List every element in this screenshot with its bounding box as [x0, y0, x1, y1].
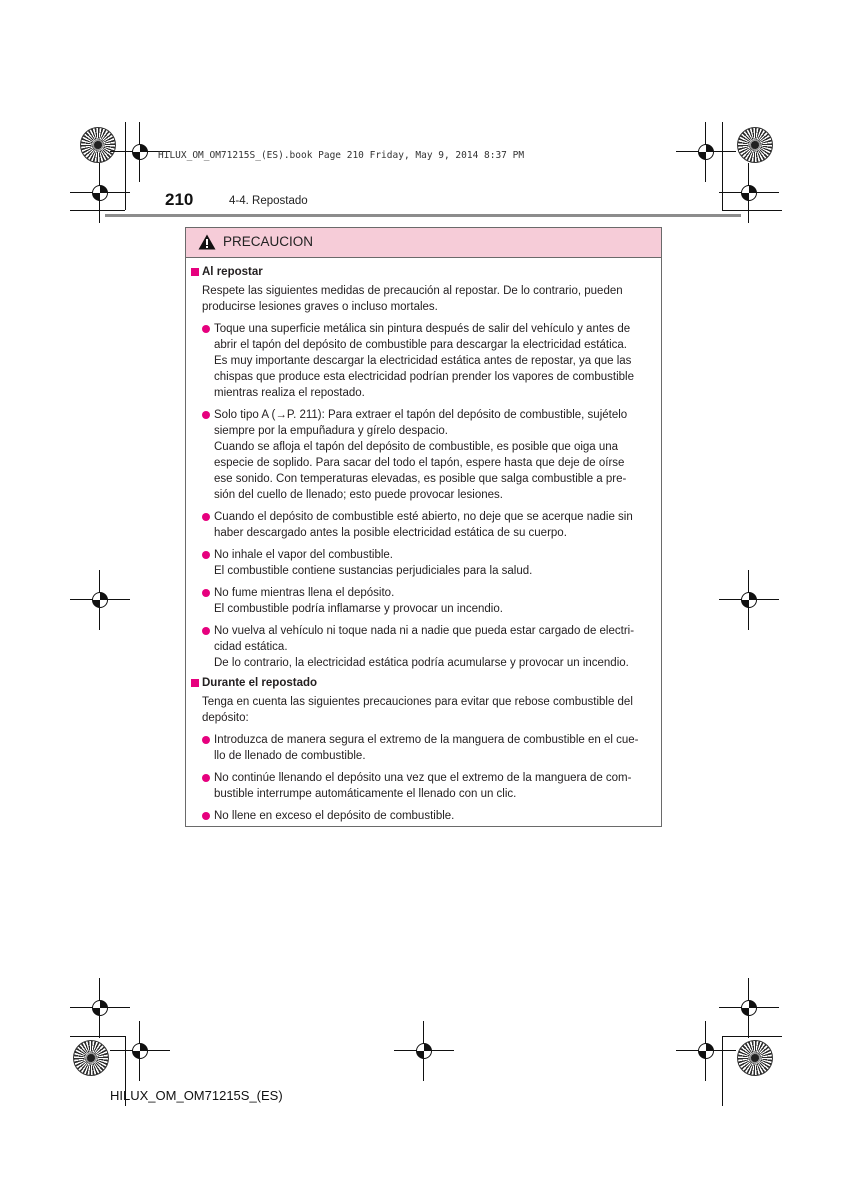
- bullet-line: No fume mientras llena el depósito.: [214, 587, 395, 599]
- trim-line: [722, 122, 723, 210]
- bullet-line: Toque una superficie metálica sin pintura después de salir del vehículo y antes de: [214, 323, 631, 335]
- bullet-line: No llene en exceso el depósito de combustible.: [214, 810, 455, 822]
- registration-rosette-top-right: [737, 127, 773, 163]
- round-bullet-icon: [202, 325, 210, 333]
- page-number: 210: [165, 190, 194, 209]
- caution-title: PRECAUCION: [223, 234, 314, 249]
- caution-bullet: [186, 732, 663, 764]
- round-bullet-icon: [202, 627, 210, 635]
- intro-line: depósito:: [202, 712, 249, 724]
- round-bullet-icon: [202, 589, 210, 597]
- trim-line: [125, 122, 126, 210]
- bullet-line: chispas que produce esta electricidad podrían prender los vapores de combustible: [214, 371, 635, 383]
- bullet-line: Es muy importante descargar la electricidad estática antes de repostar, ya que las: [214, 355, 632, 367]
- caution-bullet: [186, 321, 663, 401]
- caution-bullet: [186, 808, 663, 824]
- bullet-line: Cuando se afloja el tapón del depósito de combustible, es posible que oiga una: [214, 441, 619, 453]
- caution-bullet: [186, 547, 663, 579]
- section-intro: [186, 283, 663, 315]
- trim-line: [70, 210, 125, 211]
- round-bullet-icon: [202, 513, 210, 521]
- bullet-line: No inhale el vapor del combustible.: [214, 549, 393, 561]
- caution-bullet: [186, 623, 663, 671]
- intro-line: producirse lesiones graves o incluso mortales.: [202, 301, 438, 313]
- caution-section-title: [186, 264, 663, 281]
- caution-bullet: [186, 509, 663, 541]
- bullet-line: El combustible podría inflamarse y provocar un incendio.: [214, 603, 503, 615]
- trim-line: [722, 1036, 782, 1037]
- bullet-line: especie de soplido. Para sacar del todo el tapón, espere hasta que deje de oírse: [214, 457, 625, 469]
- footer-doc-code: HILUX_OM_OM71215S_(ES): [110, 1088, 283, 1103]
- trim-line: [722, 210, 782, 211]
- round-bullet-icon: [202, 736, 210, 744]
- bullet-line: cidad estática.: [214, 641, 288, 653]
- bullet-line: mientras realiza el repostado.: [214, 387, 365, 399]
- square-bullet-icon: [191, 679, 199, 687]
- section-heading: 4-4. Repostado: [229, 195, 308, 207]
- intro-line: Respete las siguientes medidas de precaución al repostar. De lo contrario, pueden: [202, 285, 623, 297]
- caution-content: [186, 264, 663, 828]
- round-bullet-icon: [202, 812, 210, 820]
- bullet-line: abrir el tapón del depósito de combustible para descargar la electricidad estática.: [214, 339, 627, 351]
- crosshair-mark: [110, 1021, 170, 1081]
- bullet-line: haber descargado antes la posible electricidad estática de su cuerpo.: [214, 527, 567, 539]
- bullet-line: Introduzca de manera segura el extremo de la manguera de combustible en el cue-: [214, 734, 639, 746]
- registration-rosette-bottom-right: [737, 1040, 773, 1076]
- round-bullet-icon: [202, 551, 210, 559]
- crosshair-mark: [719, 570, 779, 630]
- bullet-line: Cuando el depósito de combustible esté abierto, no deje que se acerque nadie sin: [214, 511, 633, 523]
- section-gap: [186, 824, 663, 828]
- caution-bullet: [186, 407, 663, 503]
- warning-triangle-icon: [198, 234, 216, 250]
- header-rule: [105, 214, 741, 217]
- caution-header: [186, 228, 661, 258]
- caution-bullet: [186, 585, 663, 617]
- bullet-line: siempre por la empuñadura y gírelo despacio.: [214, 425, 448, 437]
- bullet-line: No continúe llenando el depósito una vez que el extremo de la manguera de com-: [214, 772, 632, 784]
- bullet-line: ese sonido. Con temperaturas elevadas, es posible que salga combustible a pre-: [214, 473, 627, 485]
- crosshair-mark: [676, 1021, 736, 1081]
- bullet-line: El combustible contiene sustancias perjudiciales para la salud.: [214, 565, 533, 577]
- caution-section-title: [186, 675, 663, 692]
- section-title-text: Al repostar: [202, 266, 263, 278]
- bullet-line: De lo contrario, la electricidad estática podría acumularse y provocar un incendio.: [214, 657, 629, 669]
- file-info-line: HILUX_OM_OM71215S_(ES).book Page 210 Friday, May 9, 2014 8:37 PM: [158, 150, 525, 161]
- bullet-line: llo de llenado de combustible.: [214, 750, 366, 762]
- bullet-line: No vuelva al vehículo ni toque nada ni a nadie que pueda estar cargado de electri-: [214, 625, 635, 637]
- section-title-text: Durante el repostado: [202, 677, 318, 689]
- round-bullet-icon: [202, 774, 210, 782]
- section-intro: [186, 694, 663, 726]
- caution-box: [185, 227, 662, 827]
- bullet-line: bustible interrumpe automáticamente el llenado con un clic.: [214, 788, 517, 800]
- round-bullet-icon: [202, 411, 210, 419]
- registration-rosette-bottom-left: [73, 1040, 109, 1076]
- square-bullet-icon: [191, 268, 199, 276]
- bullet-line: Solo tipo A (→P. 211): Para extraer el tapón del depósito de combustible, sujételo: [214, 409, 628, 421]
- crosshair-mark: [394, 1021, 454, 1081]
- intro-line: Tenga en cuenta las siguientes precauciones para evitar que rebose combustible del: [202, 696, 633, 708]
- trim-line: [722, 1036, 723, 1106]
- crosshair-mark: [70, 570, 130, 630]
- trim-line: [70, 1036, 125, 1037]
- caution-bullet: [186, 770, 663, 802]
- bullet-line: sión del cuello de llenado; esto puede provocar lesiones.: [214, 489, 503, 501]
